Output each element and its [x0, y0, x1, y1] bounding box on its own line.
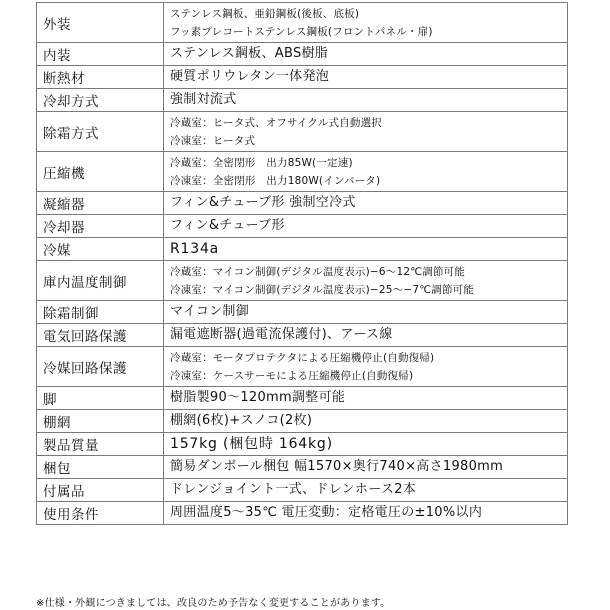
spec-label: 冷却方式: [37, 89, 164, 112]
spec-label: 外装: [37, 3, 164, 43]
spec-row: [37, 433, 568, 456]
spec-row: [37, 324, 568, 347]
spec-label: 製品質量: [37, 433, 164, 456]
spec-value-line: フィン&チューブ形 強制空冷式: [170, 195, 356, 210]
spec-value-line: 157kg (梱包時 164kg): [170, 436, 333, 452]
spec-value-line: フッ素プレコートステンレス鋼板(フロントパネル・扉): [170, 25, 433, 38]
spec-row: [37, 387, 568, 410]
spec-value: [164, 238, 568, 261]
spec-value: [164, 192, 568, 215]
spec-label: 梱包: [37, 456, 164, 479]
spec-value-line: 簡易ダンボール梱包 幅1570×奥行740×高さ1980mm: [170, 459, 504, 474]
spec-row: [37, 456, 568, 479]
spec-row: [37, 301, 568, 324]
spec-value-line: ステンレス鋼板、ABS樹脂: [170, 46, 329, 61]
spec-table: [36, 2, 568, 525]
spec-value-line: 周囲温度5〜35℃ 電圧変動：定格電圧の±10%以内: [170, 505, 483, 520]
spec-value: [164, 152, 568, 192]
spec-value-line: 漏電遮断器(過電流保護付)、アース線: [170, 327, 393, 342]
spec-label: 凝縮器: [37, 192, 164, 215]
spec-value: [164, 433, 568, 456]
spec-value-line: R134a: [170, 241, 220, 257]
spec-value-line: 冷蔵室：マイコン制御(デジタル温度表示)−6〜12℃調節可能: [170, 265, 466, 278]
spec-value: [164, 410, 568, 433]
spec-label: 棚網: [37, 410, 164, 433]
spec-value-line: 冷凍室：全密閉形 出力180W(インバータ): [170, 174, 381, 187]
footnote: ※仕様・外観につきましては、改良のため予告なく変更することがあります。: [36, 598, 391, 609]
spec-value-line: 強制対流式: [170, 92, 237, 107]
spec-value-line: 冷蔵室：モータプロテクタによる圧縮機停止(自動復帰): [170, 351, 435, 364]
spec-row: [37, 43, 568, 66]
spec-row: [37, 479, 568, 502]
spec-value-line: 冷蔵室：ヒータ式、オフサイクル式自動選択: [170, 116, 383, 129]
spec-row: [37, 215, 568, 238]
spec-label: 庫内温度制御: [37, 261, 164, 301]
spec-row: [37, 238, 568, 261]
spec-label: 圧縮機: [37, 152, 164, 192]
spec-value-line: ドレンジョイント一式、ドレンホース2本: [170, 482, 417, 497]
spec-value: [164, 324, 568, 347]
spec-label: 冷却器: [37, 215, 164, 238]
spec-value: [164, 261, 568, 301]
spec-row: [37, 347, 568, 387]
spec-value: [164, 479, 568, 502]
spec-value: [164, 387, 568, 410]
spec-row: [37, 152, 568, 192]
spec-row: [37, 89, 568, 112]
spec-row: [37, 112, 568, 152]
spec-row: [37, 502, 568, 525]
spec-value: [164, 456, 568, 479]
spec-label: 使用条件: [37, 502, 164, 525]
spec-value: [164, 89, 568, 112]
spec-value: [164, 502, 568, 525]
spec-value: [164, 112, 568, 152]
spec-value: [164, 66, 568, 89]
spec-value-line: フィン&チューブ形: [170, 218, 285, 233]
spec-value-line: 冷凍室：ヒータ式: [170, 134, 256, 147]
spec-label: 除霜方式: [37, 112, 164, 152]
spec-value-line: 棚網(6枚)+スノコ(2枚): [170, 413, 313, 428]
spec-row: [37, 410, 568, 433]
spec-row: [37, 66, 568, 89]
spec-value-line: 樹脂製90〜120mm調整可能: [170, 390, 346, 405]
spec-row: [37, 192, 568, 215]
spec-value-line: 冷蔵室：全密閉形 出力85W(一定速): [170, 156, 353, 169]
spec-label: 電気回路保護: [37, 324, 164, 347]
spec-label: 冷媒: [37, 238, 164, 261]
spec-label: 内装: [37, 43, 164, 66]
spec-value-line: ステンレス鋼板、亜鉛鋼板(後板、底板): [170, 7, 360, 20]
spec-value-line: マイコン制御: [170, 304, 250, 319]
spec-value-line: 冷凍室：ケースサーモによる圧縮機停止(自動復帰): [170, 369, 414, 382]
spec-value: [164, 43, 568, 66]
spec-row: [37, 3, 568, 43]
spec-value: [164, 347, 568, 387]
spec-label: 脚: [37, 387, 164, 410]
spec-label: 付属品: [37, 479, 164, 502]
spec-value: [164, 301, 568, 324]
spec-label: 断熱材: [37, 66, 164, 89]
spec-label: 冷媒回路保護: [37, 347, 164, 387]
spec-value: [164, 215, 568, 238]
spec-label: 除霜制御: [37, 301, 164, 324]
spec-value-line: 硬質ポリウレタン一体発泡: [170, 69, 330, 84]
spec-table-body: [37, 3, 568, 525]
spec-row: [37, 261, 568, 301]
spec-value-line: 冷凍室：マイコン制御(デジタル温度表示)−25〜−7℃調節可能: [170, 283, 475, 296]
spec-value: [164, 3, 568, 43]
